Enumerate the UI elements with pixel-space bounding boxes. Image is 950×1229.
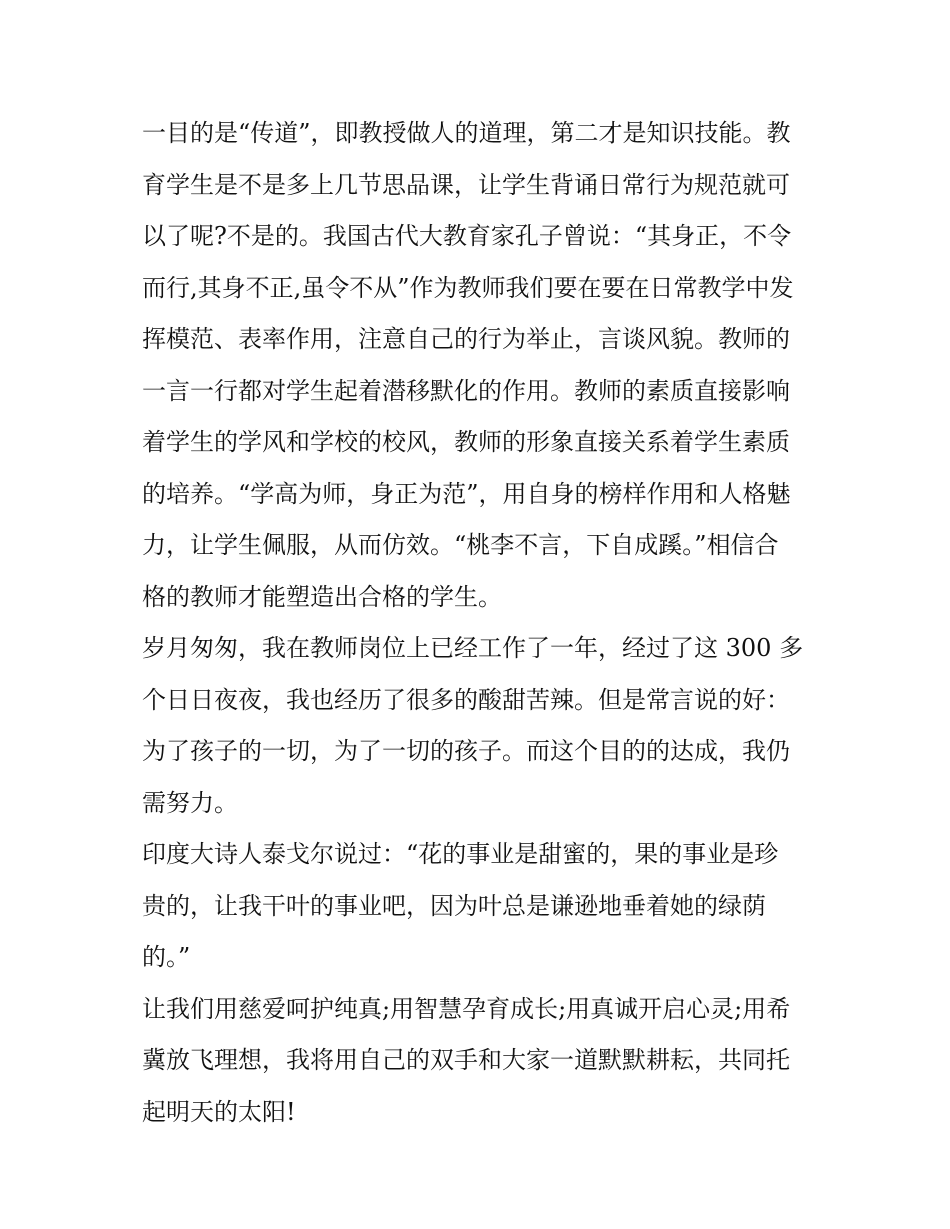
text-line-2: 育学生是不是多上几节思品课，让学生背诵日常行为规范就可 xyxy=(142,170,790,199)
text-line-5: 挥模范、表率作用，注意自己的行为举止，言谈风貌。教师的 xyxy=(142,325,790,353)
text-line-16: 贵的，让我干叶的事业吧，因为叶总是谦逊地垂着她的绿荫 xyxy=(142,891,766,920)
text-line-17: 的。” xyxy=(142,943,191,971)
text-line-12: 个日日夜夜，我也经历了很多的酸甜苦辣。但是常言说的好： xyxy=(142,685,790,714)
body-text xyxy=(142,108,814,1138)
text-line-10: 格的教师才能塑造出合格的学生。 xyxy=(142,582,502,611)
text-line-18: 让我们用慈爱呵护纯真;用智慧孕育成长;用真诚开启心灵;用希 xyxy=(142,994,791,1023)
text-line-19: 冀放飞理想，我将用自己的双手和大家一道默默耕耘，共同托 xyxy=(142,1046,790,1074)
text-line-13: 为了孩子的一切，为了一切的孩子。而这个目的的达成，我仍 xyxy=(142,737,790,765)
text-line-4: 而行,其身不正,虽令不从”作为教师我们要在要在日常教学中发 xyxy=(142,273,794,302)
text-line-14: 需努力。 xyxy=(142,788,238,817)
text-line-20: 起明天的太阳! xyxy=(142,1097,296,1126)
text-line-15: 印度大诗人泰戈尔说过：“花的事业是甜蜜的，果的事业是珍 xyxy=(142,840,779,868)
text-line-6: 一言一行都对学生起着潜移默化的作用。教师的素质直接影响 xyxy=(142,376,790,405)
text-line-7: 着学生的学风和学校的校风，教师的形象直接关系着学生素质 xyxy=(142,428,790,456)
text-line-8: 的培养。“学高为师，身正为范”，用自身的榜样作用和人格魅 xyxy=(142,479,791,508)
text-line-9: 力，让学生佩服，从而仿效。“桃李不言，下自成蹊。”相信合 xyxy=(142,531,779,559)
text-line-11: 岁月匆匆，我在教师岗位上已经工作了一年，经过了这 300 多 xyxy=(142,634,804,662)
text-line-1: 一目的是“传道”，即教授做人的道理，第二才是知识技能。教 xyxy=(142,119,791,147)
text-line-3: 以了呢?不是的。我国古代大教育家孔子曾说：“其身正，不令 xyxy=(142,222,792,250)
